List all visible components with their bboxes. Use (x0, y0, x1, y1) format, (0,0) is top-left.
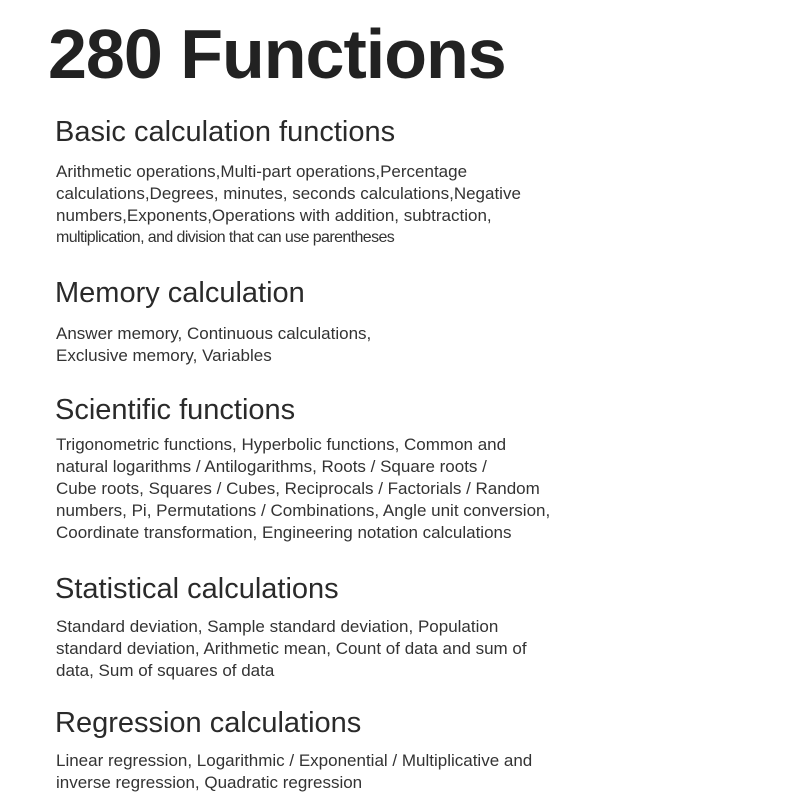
section-description (55, 161, 595, 249)
description-line: Exclusive memory, Variables (56, 346, 272, 365)
description-line: Trigonometric functions, Hyperbolic functions, Common and (56, 435, 507, 454)
description-line: numbers,Exponents,Operations with addition, subtraction, (56, 206, 492, 225)
description-line: Standard deviation, Sample standard deviation, Population (56, 617, 499, 636)
page-title: 280 Functions (48, 15, 506, 93)
section-statistical-calculations (55, 571, 595, 682)
section-basic-calculation (55, 114, 595, 249)
description-line: data, Sum of squares of data (56, 661, 275, 680)
description-line: Cube roots, Squares / Cubes, Reciprocals / Factorials / Random (56, 479, 540, 498)
description-line: inverse regression, Quadratic regression (56, 773, 363, 792)
description-line: natural logarithms / Antilogarithms, Roots / Square roots / (56, 457, 487, 476)
section-heading: Basic calculation functions (55, 116, 396, 148)
section-heading: Regression calculations (55, 707, 362, 739)
section-description (55, 323, 595, 367)
section-memory-calculation (55, 275, 595, 367)
section-description (55, 434, 595, 544)
section-regression-calculations (55, 705, 595, 794)
description-line: Coordinate transformation, Engineering notation calculations (56, 523, 512, 542)
description-line: multiplication, and division that can use parentheses (56, 229, 395, 246)
section-heading: Memory calculation (55, 277, 305, 309)
description-line: Arithmetic operations,Multi-part operations,Percentage (56, 162, 468, 181)
section-heading: Statistical calculations (55, 573, 339, 605)
description-line: calculations,Degrees, minutes, seconds calculations,Negative (56, 184, 521, 203)
section-heading: Scientific functions (55, 394, 296, 426)
section-description (55, 750, 595, 794)
description-line: Answer memory, Continuous calculations, (56, 324, 372, 343)
description-line: numbers, Pi, Permutations / Combinations, Angle unit conversion, (56, 501, 551, 520)
description-line: standard deviation, Arithmetic mean, Count of data and sum of (56, 639, 527, 658)
section-description (55, 616, 595, 682)
section-scientific-functions (55, 392, 595, 544)
description-line: Linear regression, Logarithmic / Exponential / Multiplicative and (56, 751, 533, 770)
